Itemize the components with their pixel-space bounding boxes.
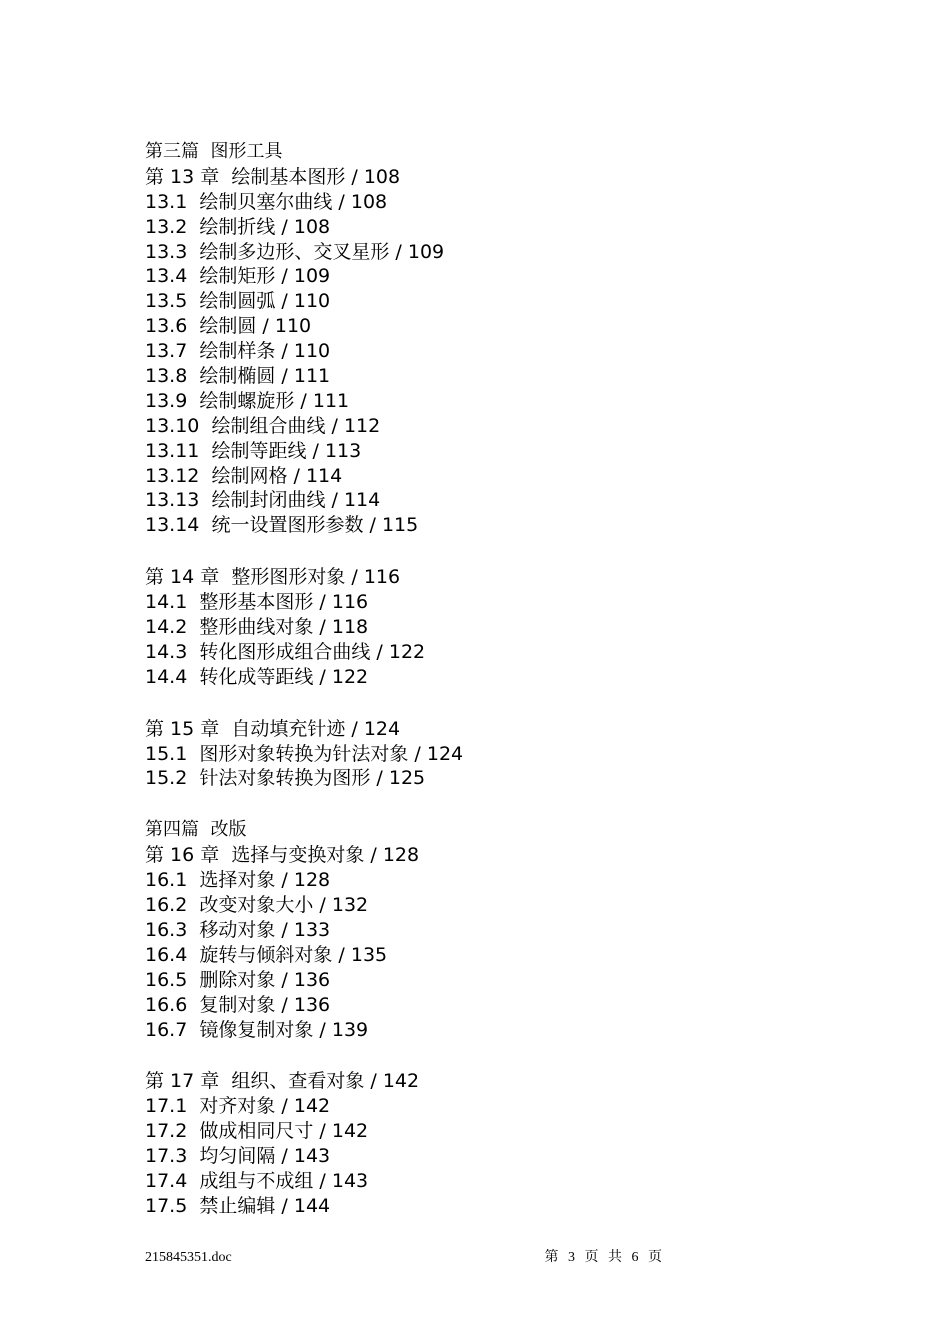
toc-entry: 16.1 选择对象 / 128 <box>145 869 331 892</box>
toc-entry: 13.10 绘制组合曲线 / 112 <box>145 414 381 437</box>
toc-entry: 13.7 绘制样条 / 110 <box>145 340 331 363</box>
chapter-heading: 第 15 章 自动填充针迹 / 124 <box>145 717 401 740</box>
toc-entry: 13.1 绘制贝塞尔曲线 / 108 <box>145 190 388 213</box>
toc-entry: 16.7 镜像复制对象 / 139 <box>145 1018 369 1041</box>
toc-entry: 13.2 绘制折线 / 108 <box>145 215 331 238</box>
chapter-heading: 第 13 章 绘制基本图形 / 108 <box>145 165 401 188</box>
toc-entry: 14.4 转化成等距线 / 122 <box>145 665 369 688</box>
toc-section <box>145 565 805 689</box>
toc-entry: 13.14 统一设置图形参数 / 115 <box>145 514 419 537</box>
toc-section <box>145 1069 805 1218</box>
table-of-contents <box>145 140 805 1219</box>
toc-entry: 13.8 绘制椭圆 / 111 <box>145 365 331 388</box>
toc-section <box>145 818 805 1042</box>
toc-entry: 17.4 成组与不成组 / 143 <box>145 1169 369 1192</box>
toc-entry: 16.3 移动对象 / 133 <box>145 918 331 941</box>
toc-section <box>145 140 805 538</box>
toc-entry: 15.1 图形对象转换为针法对象 / 124 <box>145 742 464 765</box>
toc-entry: 13.13 绘制封闭曲线 / 114 <box>145 489 381 512</box>
footer-page-number: 第 3 页 共 6 页 <box>544 1250 665 1265</box>
toc-entry: 13.6 绘制圆 / 110 <box>145 315 312 338</box>
toc-entry: 13.9 绘制螺旋形 / 111 <box>145 389 350 412</box>
toc-entry: 16.5 删除对象 / 136 <box>145 968 331 991</box>
toc-entry: 16.6 复制对象 / 136 <box>145 993 331 1016</box>
toc-entry: 15.2 针法对象转换为图形 / 125 <box>145 767 426 790</box>
toc-entry: 13.5 绘制圆弧 / 110 <box>145 290 331 313</box>
part-heading: 第三篇 图形工具 <box>145 141 283 162</box>
toc-entry: 14.1 整形基本图形 / 116 <box>145 591 369 614</box>
toc-entry: 13.11 绘制等距线 / 113 <box>145 439 362 462</box>
toc-entry: 17.2 做成相同尺寸 / 142 <box>145 1120 369 1143</box>
toc-entry: 13.4 绘制矩形 / 109 <box>145 265 331 288</box>
chapter-heading: 第 14 章 整形图形对象 / 116 <box>145 566 401 589</box>
toc-entry: 17.5 禁止编辑 / 144 <box>145 1194 331 1217</box>
toc-entry: 14.3 转化图形成组合曲线 / 122 <box>145 640 426 663</box>
toc-entry: 17.3 均匀间隔 / 143 <box>145 1145 331 1168</box>
chapter-heading: 第 17 章 组织、查看对象 / 142 <box>145 1070 420 1093</box>
toc-entry: 16.4 旋转与倾斜对象 / 135 <box>145 943 388 966</box>
toc-entry: 17.1 对齐对象 / 142 <box>145 1095 331 1118</box>
chapter-heading: 第 16 章 选择与变换对象 / 128 <box>145 844 420 867</box>
part-heading: 第四篇 改版 <box>145 819 247 841</box>
toc-entry: 16.2 改变对象大小 / 132 <box>145 894 369 917</box>
toc-entry: 13.3 绘制多边形、交叉星形 / 109 <box>145 240 445 263</box>
toc-entry: 13.12 绘制网格 / 114 <box>145 464 343 487</box>
toc-section <box>145 717 805 792</box>
toc-entry: 14.2 整形曲线对象 / 118 <box>145 616 369 639</box>
footer-filename: 215845351.doc <box>145 1250 232 1265</box>
